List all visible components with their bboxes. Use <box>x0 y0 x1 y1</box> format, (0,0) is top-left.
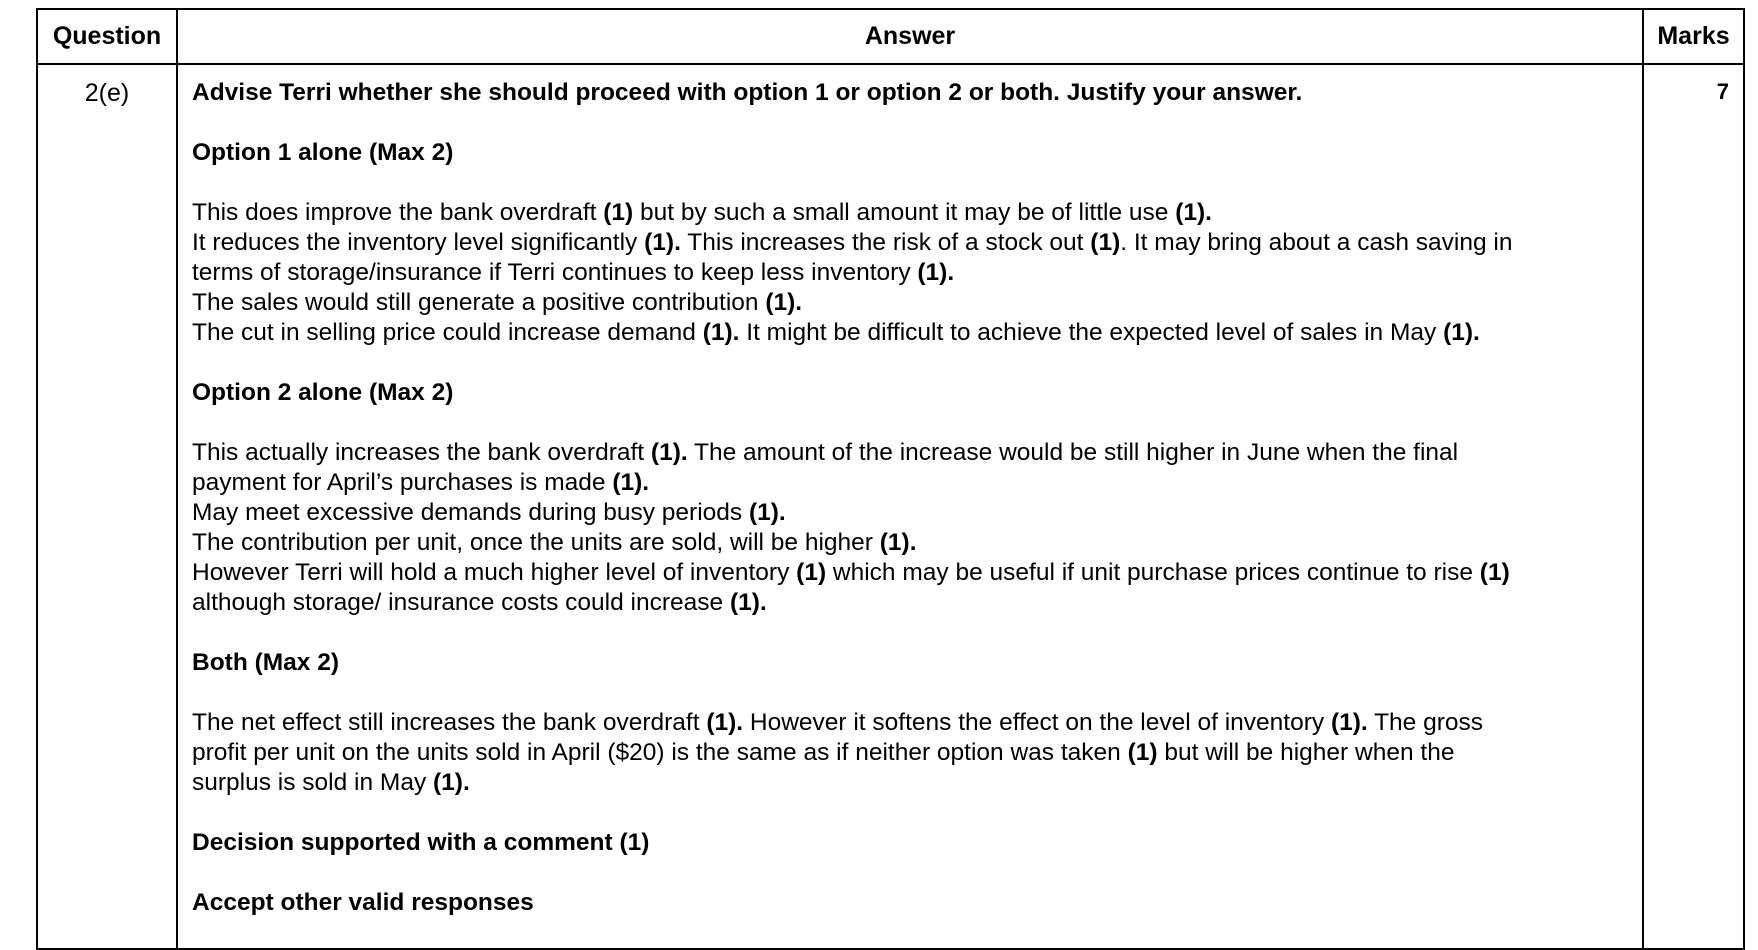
mark-scheme-table <box>36 8 1745 950</box>
option2-line-4: The contribution per unit, once the units are sold, will be higher (1). <box>192 529 917 556</box>
marks-value: 7 <box>1643 64 1744 949</box>
question-number: 2(e) <box>37 64 177 949</box>
option2-line-2: payment for April’s purchases is made (1). <box>192 469 650 496</box>
option1-body <box>192 198 1628 348</box>
option2-line-6: although storage/ insurance costs could increase (1). <box>192 589 767 616</box>
decision-note: Decision supported with a comment (1) <box>192 829 650 856</box>
both-heading: Both (Max 2) <box>192 649 339 676</box>
question-prompt: Advise Terri whether she should proceed with option 1 or option 2 or both. Justify your answer. <box>192 79 1303 106</box>
option1-line-4: The sales would still generate a positive contribution (1). <box>192 289 803 316</box>
header-row <box>37 9 1744 64</box>
option2-line-3: May meet excessive demands during busy periods (1). <box>192 499 786 526</box>
accept-note: Accept other valid responses <box>192 889 534 916</box>
option1-line-5: The cut in selling price could increase demand (1). It might be difficult to achieve the expected level of sales in May (1). <box>192 319 1480 346</box>
answer-cell <box>177 64 1643 949</box>
option1-line-2: It reduces the inventory level significantly (1). This increases the risk of a stock out (1). It may bring about a cash saving in <box>192 229 1513 256</box>
question-header: Question <box>37 9 177 64</box>
option2-line-1: This actually increases the bank overdraft (1). The amount of the increase would be still higher in June when the final <box>192 439 1459 466</box>
option2-line-5: However Terri will hold a much higher level of inventory (1) which may be useful if unit purchase prices continue to rise (1) <box>192 559 1510 586</box>
both-line-2: profit per unit on the units sold in April ($20) is the same as if neither option was taken (1) but will be higher when the <box>192 739 1455 766</box>
option2-heading: Option 2 alone (Max 2) <box>192 379 454 406</box>
answer-header: Answer <box>177 9 1643 64</box>
option1-line-1: This does improve the bank overdraft (1) but by such a small amount it may be of little use (1). <box>192 199 1212 226</box>
marks-header: Marks <box>1643 9 1744 64</box>
option2-body <box>192 438 1628 618</box>
option1-heading: Option 1 alone (Max 2) <box>192 139 454 166</box>
both-line-3: surplus is sold in May (1). <box>192 769 470 796</box>
both-line-1: The net effect still increases the bank overdraft (1). However it softens the effect on the level of inventory (1). The gross <box>192 709 1484 736</box>
option1-line-3: terms of storage/insurance if Terri continues to keep less inventory (1). <box>192 259 955 286</box>
both-body <box>192 708 1628 798</box>
table-row <box>37 64 1744 949</box>
